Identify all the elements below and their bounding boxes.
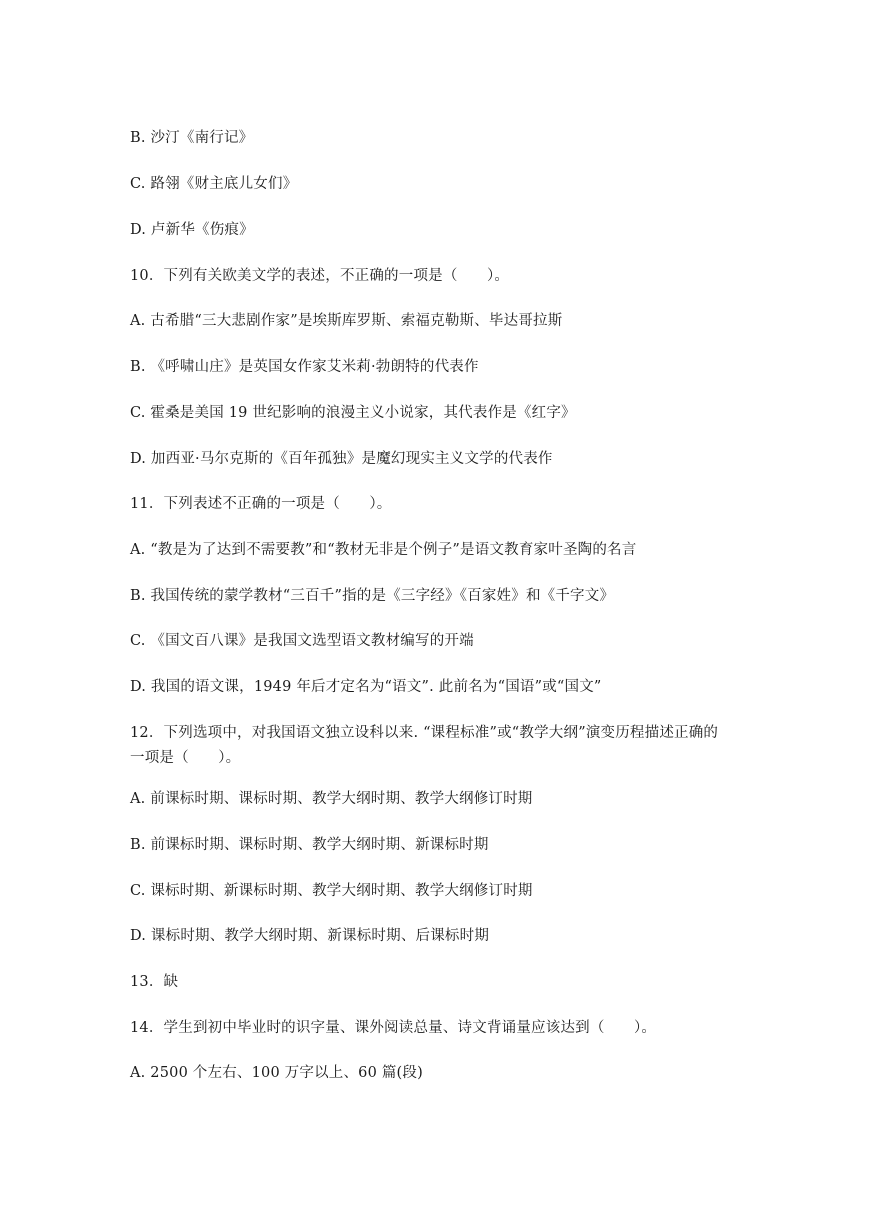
option-line: C. 课标时期、新课标时期、教学大纲时期、教学大纲修订时期 bbox=[130, 883, 533, 899]
question-line: 11．下列表述不正确的一项是（ ）。 bbox=[130, 496, 392, 512]
option-line: B. 《呼啸山庄》是英国女作家艾米莉·勃朗特的代表作 bbox=[130, 359, 479, 375]
option-line: D. 课标时期、教学大纲时期、新课标时期、后课标时期 bbox=[130, 928, 490, 944]
option-line: D. 卢新华《伤痕》 bbox=[130, 222, 254, 238]
option-line: C. 《国文百八课》是我国文选型语文教材编写的开端 bbox=[130, 633, 474, 649]
option-line: B. 我国传统的蒙学教材“三百千”指的是《三字经》《百家姓》和《千字文》 bbox=[130, 588, 615, 604]
question-line: 13．缺 bbox=[130, 974, 179, 990]
option-line: D. 我国的语文课，1949 年后才定名为“语文”. 此前名为“国语”或“国文” bbox=[130, 679, 602, 695]
option-line: C. 路翎《财主底儿女们》 bbox=[130, 176, 298, 192]
option-line: B. 前课标时期、课标时期、教学大纲时期、新课标时期 bbox=[130, 837, 489, 853]
option-line: A. 2500 个左右、100 万字以上、60 篇(段) bbox=[130, 1065, 423, 1081]
question-line: 14．学生到初中毕业时的识字量、课外阅读总量、诗文背诵量应该达到（ ）。 bbox=[130, 1020, 657, 1036]
option-line: A. “教是为了达到不需要教”和“教材无非是个例子”是语文教育家叶圣陶的名言 bbox=[130, 542, 637, 558]
option-line: C. 霍桑是美国 19 世纪影响的浪漫主义小说家，其代表作是《红字》 bbox=[130, 405, 576, 421]
option-line: B. 沙汀《南行记》 bbox=[130, 130, 254, 146]
question-line: 10．下列有关欧美文学的表述，不正确的一项是（ ）。 bbox=[130, 268, 510, 284]
question-line: 12．下列选项中，对我国语文独立设科以来. “课程标准”或“教学大纲”演变历程描述正确的一项是（ ）。 bbox=[130, 725, 719, 766]
option-line: A. 前课标时期、课标时期、教学大纲时期、教学大纲修订时期 bbox=[130, 791, 533, 807]
option-line: D. 加西亚·马尔克斯的《百年孤独》是魔幻现实主义文学的代表作 bbox=[130, 451, 553, 467]
option-line: A. 古希腊“三大悲剧作家”是埃斯库罗斯、索福克勒斯、毕达哥拉斯 bbox=[130, 313, 563, 329]
